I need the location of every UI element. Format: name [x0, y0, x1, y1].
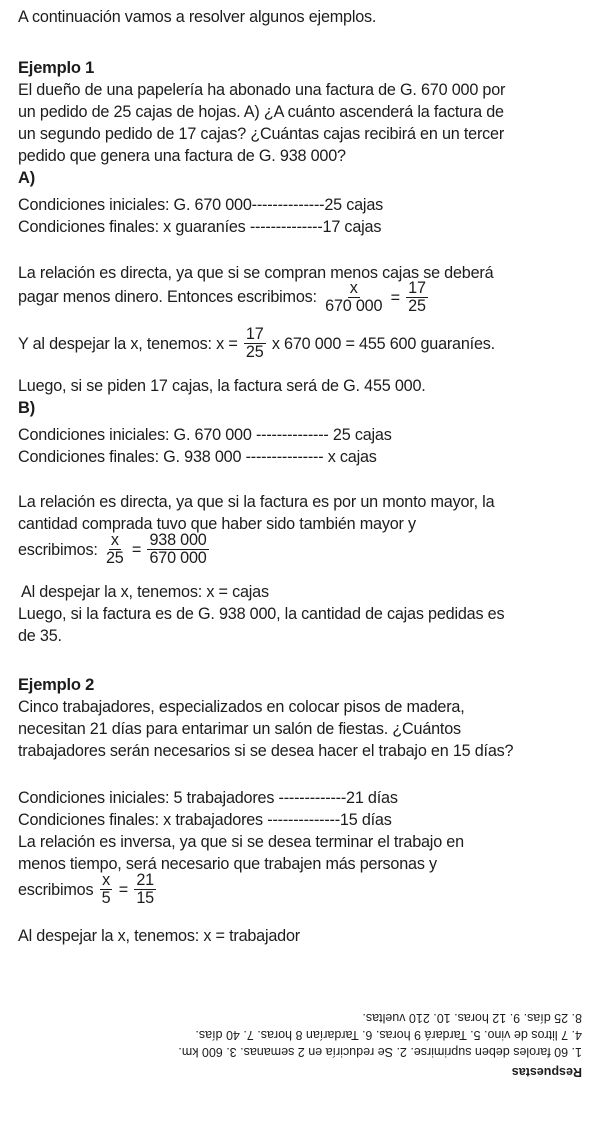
example-2-final-conditions: Condiciones finales: x trabajadores --------------15 días [18, 811, 392, 829]
part-a-solve-line [18, 326, 495, 361]
fraction-numerator: x [349, 279, 358, 297]
example-2-paragraph-line: Cinco trabajadores, especializados en colocar pisos de madera, [18, 698, 465, 716]
example-1-paragraph-line: un pedido de 25 cajas de hojas. A) ¿A cuánto ascenderá la factura de [18, 103, 504, 121]
fraction-numerator: x [110, 531, 119, 549]
part-a-relation: La relación es directa, ya que si se compran menos cajas se deberá [18, 264, 494, 282]
example-2-title: Ejemplo 2 [18, 676, 95, 694]
fraction-17-over-25 [406, 280, 428, 315]
fraction-21-over-15 [134, 872, 156, 907]
part-b-conclusion-line: Luego, si la factura es de G. 938 000, la cantidad de cajas pedidas es [18, 605, 505, 623]
example-2-proportion-line [18, 872, 158, 907]
example-2-solve-line: Al despejar la x, tenemos: x = trabajador [18, 927, 300, 945]
part-b-solve-line: Al despejar la x, tenemos: x = cajas [21, 583, 269, 601]
fraction-17-over-25 [244, 326, 266, 361]
fraction-numerator: 21 [136, 871, 154, 889]
fraction-x-over-670000 [323, 280, 384, 315]
fraction-numerator: x [102, 871, 111, 889]
fraction-denominator: 25 [105, 549, 124, 567]
part-b-final-conditions: Condiciones finales: G. 938 000 --------------- x cajas [18, 448, 377, 466]
fraction-numerator: 938 000 [149, 531, 207, 549]
answers-title: Respuestas [511, 1065, 582, 1079]
example-1-title: Ejemplo 1 [18, 59, 95, 77]
example-2-initial-conditions: Condiciones iniciales: 5 trabajadores -------------21 días [18, 789, 398, 807]
part-b-relation-line: La relación es directa, ya que si la factura es por un monto mayor, la [18, 493, 495, 511]
example-2-relation-line: La relación es inversa, ya que si se desea terminar el trabajo en [18, 833, 464, 851]
fraction-x-over-5 [100, 872, 113, 907]
intro-text: A continuación vamos a resolver algunos ejemplos. [18, 8, 377, 26]
part-a-initial-conditions: Condiciones iniciales: G. 670 000--------------25 cajas [18, 196, 384, 214]
part-a-solve-result: 455 600 guaraníes. [359, 334, 495, 353]
part-a-write-text: pagar menos dinero. Entonces escribimos: [18, 287, 317, 306]
example-2-paragraph-line: necesitan 21 días para entarimar un salón de fiestas. ¿Cuántos [18, 720, 461, 738]
fraction-938000-over-670000 [147, 532, 208, 567]
fraction-denominator: 25 [245, 343, 264, 361]
equals-sign: = [131, 540, 142, 559]
fraction-denominator: 25 [408, 297, 426, 315]
example-1-paragraph-line: un segundo pedido de 17 cajas? ¿Cuántas cajas recibirá en un tercer [18, 125, 505, 143]
part-a-label: A) [18, 169, 36, 187]
example-1-paragraph-line: El dueño de una papelería ha abonado una factura de G. 670 000 por [18, 81, 506, 99]
fraction-numerator: 17 [245, 325, 264, 343]
example-2-relation-line: menos tiempo, será necesario que trabajen más personas y [18, 855, 437, 873]
part-a-solve-prefix: Y al despejar la x, tenemos: x = [18, 334, 238, 353]
equals-sign: = [118, 880, 129, 899]
example-1-paragraph-line: pedido que genera una factura de G. 938 000? [18, 147, 346, 165]
fraction-denominator: 670 000 [325, 297, 383, 315]
part-b-conclusion-line: de 35. [18, 627, 62, 645]
part-a-conclusion: Luego, si se piden 17 cajas, la factura será de G. 455 000. [18, 377, 426, 395]
answers-line: 8. 25 días. 9. 12 horas. 10. 210 vueltas. [362, 1011, 582, 1025]
equals-sign: = [345, 334, 355, 353]
part-a-final-conditions: Condiciones finales: x guaraníes --------------17 cajas [18, 218, 382, 236]
fraction-x-over-25 [104, 532, 126, 567]
part-b-label: B) [18, 399, 36, 417]
answers-block-upside-down [0, 1002, 600, 1082]
part-b-initial-conditions: Condiciones iniciales: G. 670 000 -------------- 25 cajas [18, 426, 392, 444]
fraction-numerator: 17 [408, 279, 426, 297]
example-2-write-text: escribimos [18, 880, 94, 899]
part-a-solve-multiplier: x 670 000 [271, 334, 342, 353]
part-a-proportion-line [18, 280, 430, 315]
fraction-denominator: 670 000 [149, 549, 207, 567]
fraction-denominator: 5 [101, 889, 111, 907]
answers-line: 1. 60 faroles deben suprimirse. 2. Se reduciría en 2 semanas. 3. 600 km. [178, 1045, 582, 1059]
part-b-write-text: escribimos: [18, 540, 98, 559]
part-b-proportion-line [18, 532, 211, 567]
equals-sign: = [390, 288, 400, 307]
example-2-paragraph-line: trabajadores serán necesarios si se desea hacer el trabajo en 15 días? [18, 742, 514, 760]
answers-line: 4. 7 litros de vino. 5. Tardará 9 horas. 6. Tardarían 8 horas. 7. 40 días. [195, 1028, 582, 1042]
part-b-relation-line: cantidad comprada tuvo que haber sido también mayor y [18, 515, 416, 533]
fraction-denominator: 15 [136, 889, 154, 907]
